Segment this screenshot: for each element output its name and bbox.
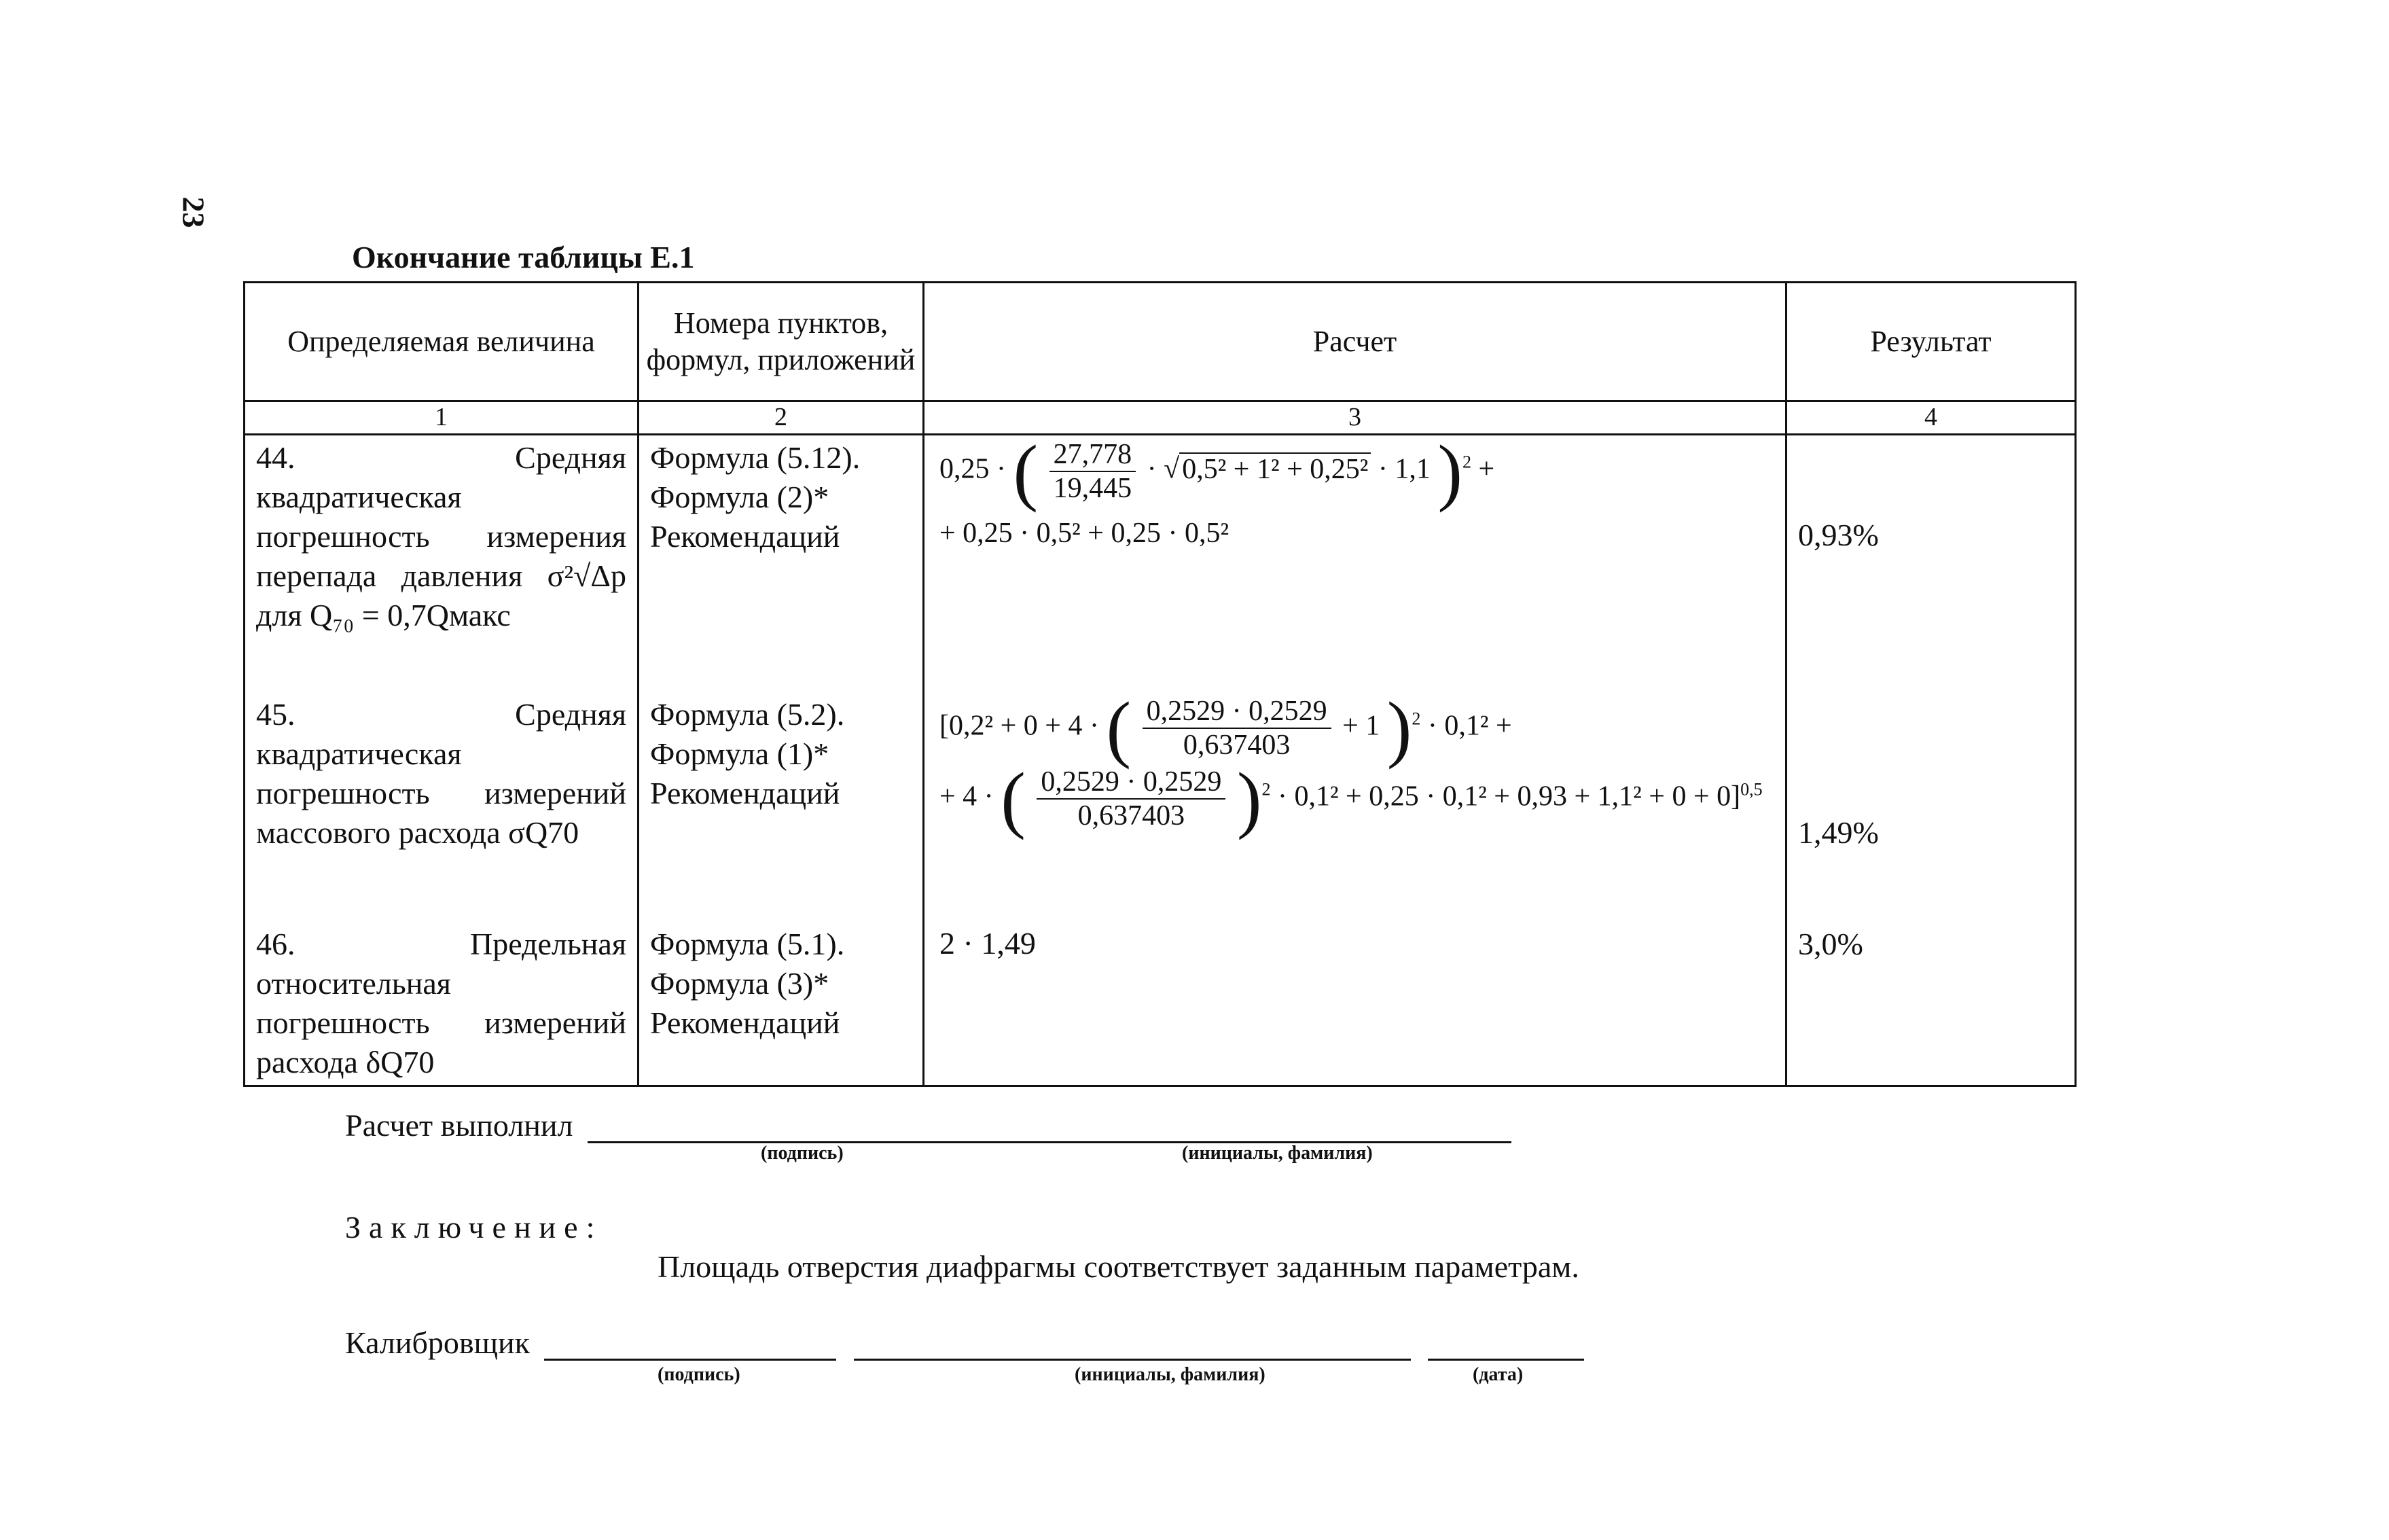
table-row — [245, 435, 2076, 693]
header-calculation: Расчет — [924, 283, 1786, 401]
signature-label: Расчет выполнил — [345, 1108, 573, 1143]
column-number-row — [245, 401, 2076, 435]
signature-hint: (подпись) — [658, 1364, 740, 1385]
signature-hint: (подпись) — [761, 1143, 844, 1164]
formula-term: + 4 · — [939, 781, 994, 812]
reference-line: Рекомендаций — [650, 776, 840, 810]
row-references — [639, 692, 924, 922]
row-calculation — [924, 687, 1786, 922]
exponent: 2 — [1261, 779, 1271, 800]
paren-close: ) — [1437, 430, 1462, 513]
sqrt-symbol: √ — [1164, 453, 1180, 485]
reference-line: Рекомендаций — [650, 1005, 840, 1040]
formula-term: + — [1478, 453, 1495, 485]
table-row — [245, 922, 2076, 1086]
name-hint: (инициалы, фамилия) — [1182, 1143, 1373, 1164]
name-hint: (инициалы, фамилия) — [1075, 1364, 1265, 1385]
row-description: 45. Средняя квадратическая погрешность измерений массового расхода σQ70 — [245, 692, 639, 922]
fraction-numerator: 27,778 — [1049, 438, 1136, 472]
column-number: 2 — [639, 401, 924, 435]
name-line — [854, 1331, 1411, 1361]
exponent: 2 — [1462, 452, 1471, 472]
paren-open: ( — [1013, 430, 1039, 513]
reference-line: Формула (2)* — [650, 480, 829, 514]
signature-line — [544, 1331, 836, 1361]
row-calculation — [924, 430, 1786, 693]
table-header-row — [245, 283, 2076, 401]
reference-line: Рекомендаций — [650, 519, 840, 554]
row-calculation — [924, 922, 1786, 1086]
row-description: 46. Предельная относительная погрешность измерений расхода δQ70 — [245, 922, 639, 1086]
fraction — [1143, 695, 1331, 762]
reference-line: Формула (1)* — [650, 736, 829, 771]
fraction — [1049, 438, 1136, 505]
paren-open: ( — [1106, 687, 1132, 770]
formula-term: · 0,1² + 0,25 · 0,1² + 0,93 + 1,1² + 0 + 0] — [1277, 781, 1741, 812]
fraction — [1037, 766, 1225, 832]
fraction-denominator: 0,637403 — [1077, 800, 1185, 831]
reference-line: Формула (5.12). — [650, 440, 861, 475]
row-result: 1,49% — [1786, 692, 2076, 922]
paren-close: ) — [1236, 757, 1262, 840]
formula-line-2 — [935, 757, 1774, 840]
row-description: 44. Средняя квадратическая погрешность измерения перепада давления σ²√Δp для Q₇₀ = 0,7Qмакс — [245, 435, 639, 693]
reference-line: Формула (5.2). — [650, 697, 845, 732]
formula-line — [935, 430, 1774, 513]
exponent: 2 — [1412, 709, 1421, 729]
formula-term: · 0,1² + — [1427, 710, 1512, 742]
signature-block-calculated — [345, 1107, 1511, 1143]
reference-line: Формула (3)* — [650, 966, 829, 1001]
sqrt-radicand: 0,5² + 1² + 0,25² — [1179, 452, 1371, 485]
formula-line — [935, 687, 1774, 770]
row-references — [639, 435, 924, 693]
header-quantity: Определяемая величина — [245, 283, 639, 401]
table-caption: Окончание таблицы Е.1 — [352, 240, 695, 274]
signature-block-calibrator — [345, 1325, 1584, 1361]
date-line — [1428, 1331, 1584, 1361]
signature-label: Калибровщик — [345, 1325, 530, 1360]
calculation-table — [243, 281, 2077, 1087]
formula-term: [0,2² + 0 + 4 · — [939, 710, 1099, 742]
page-number: 23 — [176, 196, 211, 228]
fraction-denominator: 0,637403 — [1183, 730, 1291, 761]
conclusion-text: Площадь отверстия диафрагмы соответствует заданным параметрам. — [658, 1249, 1579, 1284]
column-number: 3 — [924, 401, 1786, 435]
exponent: 0,5 — [1740, 779, 1763, 800]
table-row — [245, 692, 2076, 922]
conclusion-title: Заключение: — [345, 1210, 603, 1244]
header-references: Номера пунктов, формул, приложений — [639, 283, 924, 401]
formula-line-2: + 0,25 · 0,5² + 0,25 · 0,5² — [939, 518, 1229, 549]
row-result: 3,0% — [1786, 922, 2076, 1086]
paren-close: ) — [1386, 687, 1412, 770]
formula-term: + 1 — [1342, 710, 1380, 742]
formula-term: · 1,1 — [1378, 453, 1431, 485]
formula-line: 2 · 1,49 — [939, 926, 1036, 961]
row-result: 0,93% — [1786, 435, 2076, 693]
signature-line — [588, 1114, 1511, 1143]
reference-line: Формула (5.1). — [650, 927, 845, 961]
fraction-denominator: 19,445 — [1053, 473, 1132, 504]
dot-operator: · — [1147, 453, 1157, 485]
formula-term: 0,25 · — [939, 453, 1006, 485]
fraction-numerator: 0,2529 · 0,2529 — [1143, 695, 1331, 729]
date-hint: (дата) — [1473, 1364, 1524, 1385]
row-references — [639, 922, 924, 1086]
column-number: 1 — [245, 401, 639, 435]
paren-open: ( — [1001, 757, 1026, 840]
header-result: Результат — [1786, 283, 2076, 401]
column-number: 4 — [1786, 401, 2076, 435]
fraction-numerator: 0,2529 · 0,2529 — [1037, 766, 1225, 800]
